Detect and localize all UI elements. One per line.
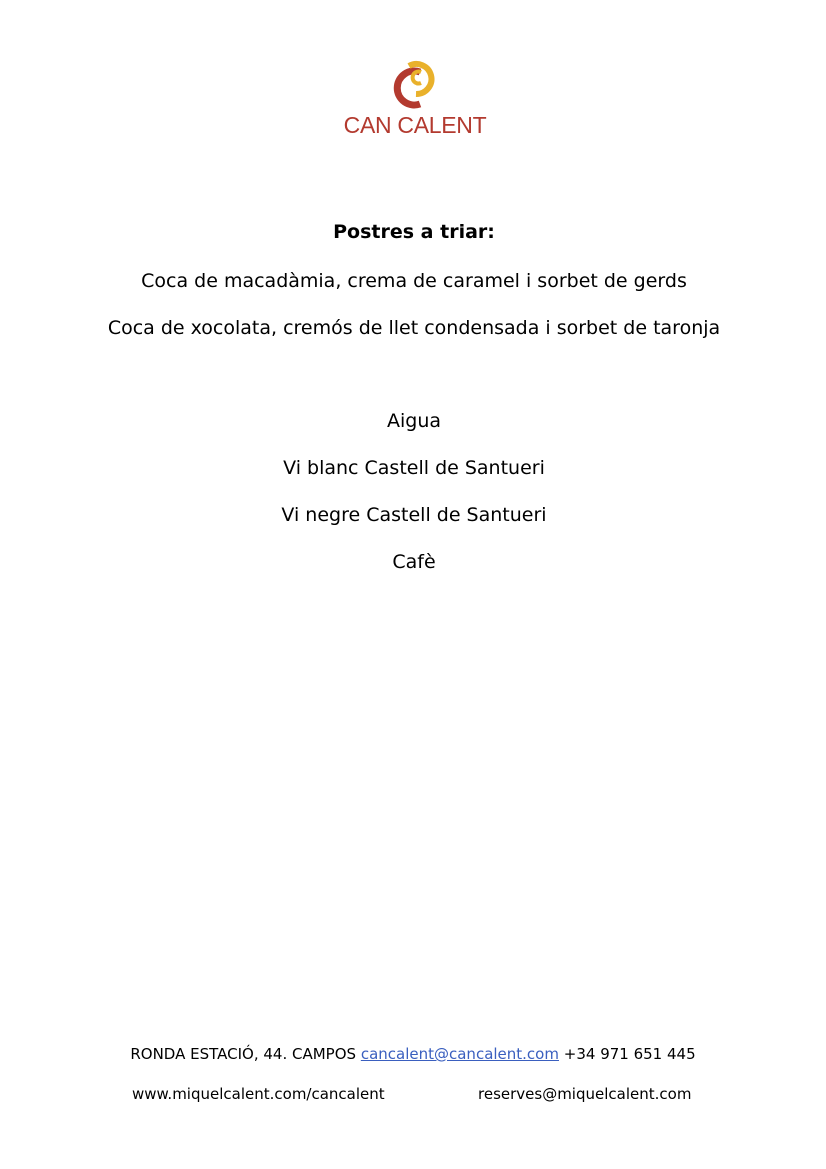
- section-spacer: [100, 358, 728, 404]
- desserts-heading: Postres a triar:: [333, 221, 495, 243]
- footer-reservations-email: reserves@miquelcalent.com: [478, 1085, 692, 1103]
- drink-item: Cafè: [392, 551, 436, 573]
- drink-item: Aigua: [386, 410, 442, 432]
- menu: [100, 218, 728, 592]
- logo: [335, 52, 495, 152]
- dessert-item: Coca de xocolata, cremós de llet condensada i sorbet de taronja: [107, 317, 721, 339]
- footer-email-link[interactable]: cancalent@cancalent.com: [360, 1045, 559, 1063]
- dessert-item: Coca de macadàmia, crema de caramel i sorbet de gerds: [141, 270, 687, 292]
- drink-item: Vi blanc Castell de Santueri: [283, 457, 545, 479]
- logo-text: CAN CALENT: [343, 112, 487, 138]
- footer-website: www.miquelcalent.com/cancalent: [132, 1085, 385, 1103]
- drink-item: Vi negre Castell de Santueri: [281, 504, 547, 526]
- footer-contact: [0, 1043, 826, 1065]
- can-calent-logo-icon: [390, 52, 440, 110]
- footer-address: RONDA ESTACIÓ, 44. CAMPOS: [130, 1045, 357, 1063]
- footer-phone: +34 971 651 445: [563, 1045, 696, 1063]
